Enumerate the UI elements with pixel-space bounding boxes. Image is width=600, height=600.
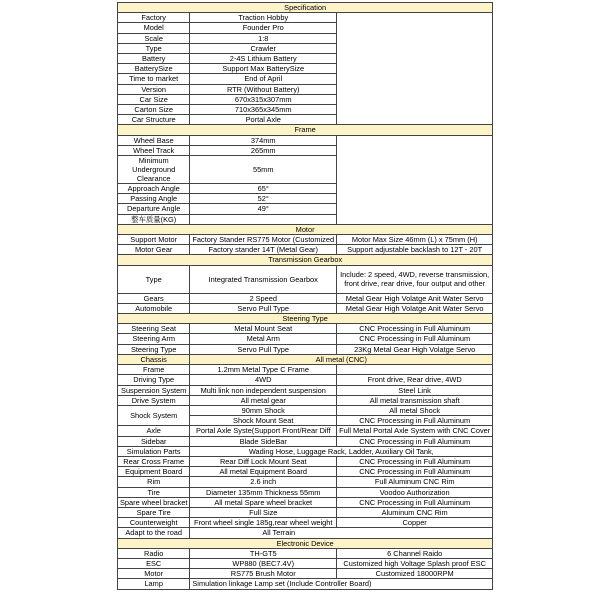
row-value: 670x315x307mm (190, 94, 337, 104)
row-label: Lamp (118, 579, 190, 589)
row-note: Customized 18000RPM (337, 569, 493, 579)
row-label: Type (118, 43, 190, 53)
row-label: Spare Tire (118, 507, 190, 517)
section-electronic (118, 538, 493, 548)
row-note: CNC Processing in Full Aluminum (337, 497, 493, 507)
section-title: Specification (118, 3, 493, 13)
row-note: CNC Processing in Full Aluminum (337, 324, 493, 334)
row-note: CNC Processing in Full Aluminum (337, 467, 493, 477)
row-value: Factory Stander RS775 Motor (Customized (190, 235, 337, 245)
section-value: All metal (CNC) (190, 354, 493, 364)
motor-row-support (118, 235, 493, 245)
row-label: Automobile (118, 303, 190, 313)
row-note: Voodoo Authorization (337, 487, 493, 497)
row-note: Include: 2 speed, 4WD, reverse transmission, front drive, rear drive, four output and other (337, 265, 493, 293)
row-note: CNC Processing in Full Aluminum (337, 436, 493, 446)
row-label: Radio (118, 548, 190, 558)
section-title: Motor (118, 224, 493, 234)
blank-cell (337, 135, 493, 224)
row-value: 65° (190, 184, 337, 194)
row-label: Version (118, 84, 190, 94)
chassis-row-simulation (118, 446, 493, 456)
section-title: Frame (118, 125, 493, 135)
row-value: Factory stander 14T (Metal Gear) (190, 245, 337, 255)
row-label: Passing Angle (118, 194, 190, 204)
row-value: Portal Axle (190, 115, 337, 125)
row-label: Support Motor (118, 235, 190, 245)
row-label: Type (118, 265, 190, 293)
chassis-row-adapt (118, 528, 493, 538)
row-value: All metal Spare wheel bracket (190, 497, 337, 507)
row-value: 2.6 inch (190, 477, 337, 487)
chassis-row-tire (118, 487, 493, 497)
electronic-row-motor (118, 569, 493, 579)
row-value: TH-GT5 (190, 548, 337, 558)
row-label: Rim (118, 477, 190, 487)
row-value: 710x365x345mm (190, 105, 337, 115)
row-value: Simulation linkage Lamp set (Include Controller Board) (190, 579, 493, 589)
row-note: 23Kg Metal Gear High Volatge Servo (337, 344, 493, 354)
row-label: Factory (118, 13, 190, 23)
row-label: Carton Size (118, 105, 190, 115)
row-value: Support Max BatterySize (190, 64, 337, 74)
row-value: Shock Mount Seat (190, 416, 337, 426)
row-value: 52° (190, 194, 337, 204)
row-value: 2-4S Lithium Battery (190, 54, 337, 64)
row-value: Founder Pro (190, 23, 337, 33)
transmission-row-gears (118, 293, 493, 303)
row-label: Approach Angle (118, 184, 190, 194)
section-title: Chassis (118, 354, 190, 364)
row-label: Wheel Base (118, 135, 190, 145)
row-label: ESC (118, 558, 190, 568)
row-label: Drive System (118, 395, 190, 405)
steering-row-type (118, 344, 493, 354)
row-note: Metal Gear High Volatge Anit Water Servo (337, 293, 493, 303)
row-note: Motor Max Size 46mm (L) x 75mm (H) (337, 235, 493, 245)
section-transmission (118, 255, 493, 265)
row-note: Support adjustable backlash to 12T - 20T (337, 245, 493, 255)
row-note: Steel Link (337, 385, 493, 395)
row-value: Metal Arm (190, 334, 337, 344)
row-value: 1.2mm Metal Type C Frame (190, 365, 337, 375)
row-label: Driving Type (118, 375, 190, 385)
row-label: BatterySize (118, 64, 190, 74)
row-value: All metal gear (190, 395, 337, 405)
row-label: Scale (118, 33, 190, 43)
row-note: CNC Processing in Full Aluminum (337, 334, 493, 344)
row-value: End of April (190, 74, 337, 84)
row-value: Rear Diff Lock Mount Seat (190, 456, 337, 466)
transmission-row-type (118, 265, 493, 293)
row-note: Copper (337, 518, 493, 528)
row-label: Steering Seat (118, 324, 190, 334)
chassis-row-shock-1 (118, 405, 493, 415)
spec-row-factory (118, 13, 493, 23)
row-value: Front wheel single 185g,rear wheel weight (190, 518, 337, 528)
transmission-row-automobile (118, 303, 493, 313)
row-note: Front drive, Rear drive, 4WD (337, 375, 493, 385)
row-value: 55mm (190, 156, 337, 184)
section-title: Transmission Gearbox (118, 255, 493, 265)
row-label: Departure Angle (118, 204, 190, 214)
section-specification (118, 3, 493, 13)
row-value: 90mm Shock (190, 405, 337, 415)
section-frame (118, 125, 493, 135)
row-value: 265mm (190, 145, 337, 155)
row-label: Gears (118, 293, 190, 303)
row-label: Sidebar (118, 436, 190, 446)
row-value: Diameter 135mm Thickness 55mm (190, 487, 337, 497)
chassis-row-driving (118, 375, 493, 385)
row-value: Servo Pull Type (190, 303, 337, 313)
blank-cell (337, 13, 493, 125)
section-motor (118, 224, 493, 234)
row-note: All metal Shock (337, 405, 493, 415)
chassis-row-axle (118, 426, 493, 436)
row-label: Model (118, 23, 190, 33)
row-label: 整车质量(KG) (118, 214, 190, 224)
row-note: CNC Processing in Full Aluminum (337, 456, 493, 466)
row-value: 4WD (190, 375, 337, 385)
chassis-row-frame (118, 365, 493, 375)
chassis-row-suspension (118, 385, 493, 395)
row-value: 2 Speed (190, 293, 337, 303)
chassis-row-rim (118, 477, 493, 487)
row-label: Counterweight (118, 518, 190, 528)
section-title: Steering Type (118, 314, 493, 324)
row-note: Full Aluminum CNC Rim (337, 477, 493, 487)
row-note (337, 365, 493, 375)
row-label: Suspension System (118, 385, 190, 395)
row-value: 374mm (190, 135, 337, 145)
row-value: Wading Hose, Luggage Rack, Ladder, Auxiliary Oil Tank, (190, 446, 493, 456)
electronic-row-esc (118, 558, 493, 568)
row-note: CNC Processing in Full Aluminum (337, 416, 493, 426)
spec-table (117, 2, 493, 590)
row-note: Full Metal Portal Axle System with CNC Cover (337, 426, 493, 436)
row-label: Wheel Track (118, 145, 190, 155)
row-label: Axle (118, 426, 190, 436)
electronic-row-lamp (118, 579, 493, 589)
motor-row-gear (118, 245, 493, 255)
steering-row-arm (118, 334, 493, 344)
row-label: Steering Arm (118, 334, 190, 344)
row-label: Car Structure (118, 115, 190, 125)
row-value: RTR (Without Battery) (190, 84, 337, 94)
chassis-row-sidebar (118, 436, 493, 446)
row-label: Adapt to the road (118, 528, 190, 538)
row-label: Frame (118, 365, 190, 375)
row-label: Spare wheel bracket (118, 497, 190, 507)
chassis-row-spare-bracket (118, 497, 493, 507)
row-value: Servo Pull Type (190, 344, 337, 354)
chassis-row-counterweight (118, 518, 493, 528)
electronic-row-radio (118, 548, 493, 558)
row-value: All metal Equipment Board (190, 467, 337, 477)
row-note: Aluminum CNC Rim (337, 507, 493, 517)
row-label: Steering Type (118, 344, 190, 354)
row-note: Metal Gear High Volatge Anit Water Servo (337, 303, 493, 313)
row-value: 1:8 (190, 33, 337, 43)
row-label: Minimum Underground Clearance (118, 156, 190, 184)
row-value: WP880 (BEC7.4V) (190, 558, 337, 568)
row-label: Shock System (118, 405, 190, 425)
row-value: RS775 Brush Motor (190, 569, 337, 579)
row-label: Simulation Parts (118, 446, 190, 456)
chassis-row-equipment (118, 467, 493, 477)
section-steering (118, 314, 493, 324)
steering-row-seat (118, 324, 493, 334)
row-value: 49° (190, 204, 337, 214)
row-value: Crawler (190, 43, 337, 53)
row-label: Time to market (118, 74, 190, 84)
row-note: 6 Channel Raido (337, 548, 493, 558)
section-title: Electronic Device (118, 538, 493, 548)
row-value: Traction Hobby (190, 13, 337, 23)
row-label: Rear Cross Frame (118, 456, 190, 466)
row-value: Full Size (190, 507, 337, 517)
section-chassis (118, 354, 493, 364)
chassis-row-drive (118, 395, 493, 405)
row-value: Multi link non independent suspension (190, 385, 337, 395)
row-value: Portal Axle Syste(Support Front/Rear Diff (190, 426, 337, 436)
row-label: Tire (118, 487, 190, 497)
row-value: Metal Mount Seat (190, 324, 337, 334)
row-label: Equipment Board (118, 467, 190, 477)
chassis-row-spare-tire (118, 507, 493, 517)
chassis-row-rear-cross (118, 456, 493, 466)
frame-row-wheel-base (118, 135, 493, 145)
row-value (190, 214, 337, 224)
row-note: All metal transmission shaft (337, 395, 493, 405)
row-label: Motor (118, 569, 190, 579)
row-label: Car Size (118, 94, 190, 104)
row-note: Customized high Voltage Splash proof ESC (337, 558, 493, 568)
row-label: Battery (118, 54, 190, 64)
row-value: Blade SideBar (190, 436, 337, 446)
row-label: Motor Gear (118, 245, 190, 255)
row-value: All Terrain (190, 528, 493, 538)
row-value: Integrated Transmission Gearbox (190, 265, 337, 293)
